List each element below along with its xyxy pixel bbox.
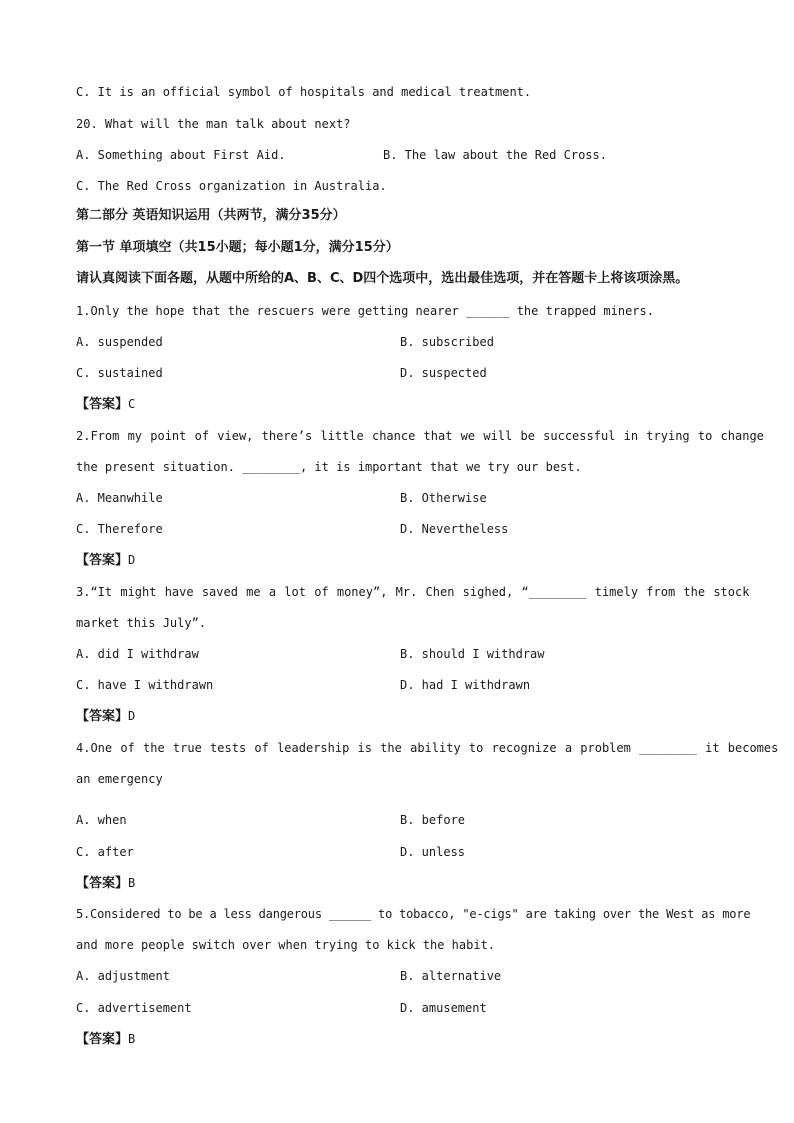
question-20-stem: 20. What will the man talk about next? (76, 117, 351, 131)
question-2-option-d: D. Nevertheless (400, 522, 509, 536)
section-sub-heading: 第一节 单项填空（共15小题；每小题1分，满分15分） (76, 240, 399, 255)
question-4-stem-line2: an emergency (76, 772, 163, 786)
section-part-heading: 第二部分 英语知识运用（共两节，满分35分） (76, 208, 346, 223)
question-5-answer (76, 1031, 135, 1048)
question-5-option-c: C. advertisement (76, 1001, 192, 1015)
question-4-answer (76, 875, 135, 892)
question-3-option-c: C. have I withdrawn (76, 678, 214, 692)
question-3-stem-line2: market this July”. (76, 616, 207, 630)
question-1-option-a: A. suspended (76, 335, 163, 349)
answer-value: D (128, 709, 136, 723)
section-instruction: 请认真阅读下面各题，从题中所给的A、B、C、D四个选项中，选出最佳选项，并在答题卡上将该项涂黑。 (76, 271, 689, 286)
question-1-option-c: C. sustained (76, 366, 163, 380)
prev-question-option-c: C. It is an official symbol of hospitals and medical treatment. (76, 85, 532, 99)
question-2-stem-line1: 2.From my point of view, there’s little chance that we will be successful in trying to change (76, 429, 764, 443)
question-20-option-c: C. The Red Cross organization in Australia. (76, 179, 387, 193)
answer-label: 【答案】 (76, 709, 129, 724)
question-3-option-a: A. did I withdraw (76, 647, 199, 661)
answer-label: 【答案】 (76, 876, 129, 891)
question-1-option-b: B. subscribed (400, 335, 494, 349)
question-5-stem-line2: and more people switch over when trying to kick the habit. (76, 938, 496, 952)
question-20-option-a: A. Something about First Aid. (76, 148, 286, 162)
question-3-option-b: B. should I withdraw (400, 647, 545, 661)
question-2-answer (76, 552, 135, 569)
question-2-option-a: A. Meanwhile (76, 491, 163, 505)
question-5-option-a: A. adjustment (76, 969, 170, 983)
answer-label: 【答案】 (76, 553, 129, 568)
question-3-answer (76, 708, 135, 725)
question-20-option-b: B. The law about the Red Cross. (383, 148, 607, 162)
question-3-stem-line1: 3.“It might have saved me a lot of money”, Mr. Chen sighed, “________ timely from the stock (76, 585, 750, 599)
question-2-option-b: B. Otherwise (400, 491, 487, 505)
question-4-option-a: A. when (76, 813, 127, 827)
question-5-option-b: B. alternative (400, 969, 502, 983)
question-1-option-d: D. suspected (400, 366, 487, 380)
answer-value: B (128, 1032, 136, 1046)
question-1-stem: 1.Only the hope that the rescuers were getting nearer ______ the trapped miners. (76, 304, 654, 318)
answer-value: B (128, 876, 136, 890)
question-2-stem-line2: the present situation. ________, it is important that we try our best. (76, 460, 582, 474)
question-1-answer (76, 396, 135, 413)
question-4-option-c: C. after (76, 845, 134, 859)
question-4-option-d: D. unless (400, 845, 466, 859)
question-5-stem-line1: 5.Considered to be a less dangerous ______ to tobacco, "e-cigs" are taking over the West as more (76, 907, 751, 921)
answer-label: 【答案】 (76, 1032, 129, 1047)
question-2-option-c: C. Therefore (76, 522, 163, 536)
question-4-option-b: B. before (400, 813, 466, 827)
answer-value: D (128, 553, 136, 567)
question-5-option-d: D. amusement (400, 1001, 487, 1015)
question-3-option-d: D. had I withdrawn (400, 678, 531, 692)
answer-label: 【答案】 (76, 397, 129, 412)
question-4-stem-line1: 4.One of the true tests of leadership is the ability to recognize a problem ________ it becomes (76, 741, 779, 755)
answer-value: C (128, 397, 136, 411)
